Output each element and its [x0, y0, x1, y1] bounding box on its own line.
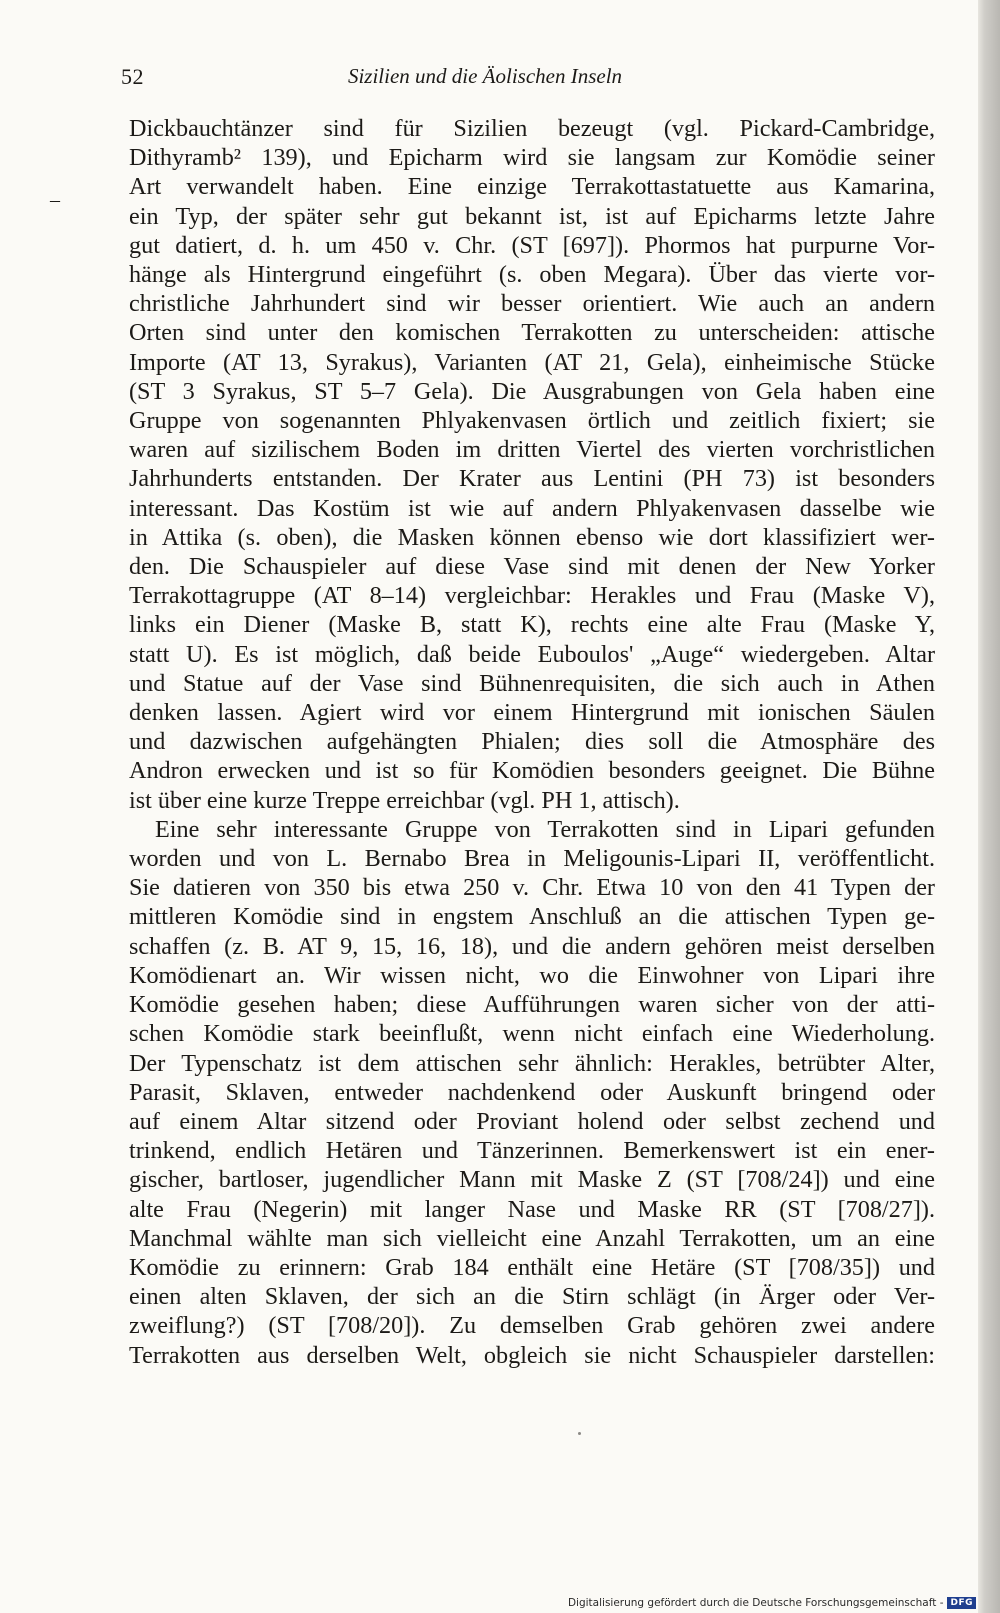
text-line: Terrakotten aus derselben Welt, obgleich sie nicht Schauspieler darstellen: [129, 1341, 935, 1369]
text-line: links ein Diener (Maske B, statt K), rechts eine alte Frau (Maske Y, [129, 611, 935, 639]
digitization-credit: Digitalisierung gefördert durch die Deutsche Forschungsgemeinschaft - [567, 1597, 944, 1609]
text-line: gischer, bartloser, jugendlicher Mann mit Maske Z (ST [708/24]) und eine [129, 1166, 935, 1194]
text-line: Gruppe von sogenannten Phlyakenvasen örtlich und zeitlich fixiert; sie [129, 407, 935, 435]
text-line: statt U). Es ist möglich, daß beide Euboulos' „Auge“ wiedergeben. Altar [129, 640, 935, 668]
text-line: Dithyramb² 139), und Epicharm wird sie langsam zur Komödie seiner [129, 144, 935, 172]
text-line: schen Komödie stark beeinflußt, wenn nicht einfach eine Wiederholung. [129, 1020, 935, 1048]
text-line: Orten sind unter den komischen Terrakotten zu unterscheiden: attische [129, 319, 935, 347]
text-line: den. Die Schauspieler auf diese Vase sind mit denen der New Yorker [129, 553, 935, 581]
text-line: ist über eine kurze Treppe erreichbar (vgl. PH 1, attisch). [129, 786, 680, 814]
text-line: Parasit, Sklaven, entweder nachdenkend oder Auskunft bringend oder [129, 1078, 935, 1106]
body-text [129, 114, 935, 1370]
text-line: Manchmal wählte man sich vielleicht eine Anzahl Terrakotten, um an eine [129, 1224, 935, 1252]
speck [578, 1432, 581, 1435]
text-line: waren auf sizilischem Boden im dritten Viertel des vierten vorchristlichen [129, 436, 935, 464]
text-line: und Statue auf der Vase sind Bühnenrequisiten, die sich auch in Athen [129, 669, 935, 697]
text-line: (ST 3 Syrakus, ST 5–7 Gela). Die Ausgrabungen von Gela haben eine [129, 377, 935, 405]
text-line: interessant. Das Kostüm ist wie auf andern Phlyakenvasen dasselbe wie [129, 494, 935, 522]
text-line: gut datiert, d. h. um 450 v. Chr. (ST [697]). Phormos hat purpurne Vor- [129, 231, 935, 259]
margin-mark: – [50, 189, 60, 211]
text-line: Importe (AT 13, Syrakus), Varianten (AT 21, Gela), einheimische Stücke [129, 348, 935, 376]
text-line: ein Typ, der später sehr gut bekannt ist, ist auf Epicharms letzte Jahre [129, 202, 935, 230]
text-line: Sie datieren von 350 bis etwa 250 v. Chr. Etwa 10 von den 41 Typen der [129, 874, 935, 902]
dfg-logo: DFG [947, 1597, 976, 1609]
footer [568, 1597, 976, 1609]
page-edge-shadow [978, 0, 1000, 1613]
text-line: in Attika (s. oben), die Masken können ebenso wie dort klassifiziert wer- [129, 523, 935, 551]
text-line: alte Frau (Negerin) mit langer Nase und Maske RR (ST [708/27]). [129, 1195, 935, 1223]
text-line: auf einem Altar sitzend oder Proviant holend oder selbst zechend und [129, 1107, 935, 1135]
page-number: 52 [121, 64, 144, 89]
text-line: Komödie zu erinnern: Grab 184 enthält eine Hetäre (ST [708/35]) und [129, 1253, 935, 1281]
text-line: einen alten Sklaven, der sich an die Stirn schlägt (in Ärger oder Ver- [129, 1283, 935, 1311]
text-line: Komödie gesehen haben; diese Aufführungen waren sicher von der atti- [129, 991, 935, 1019]
text-line: Jahrhunderts entstanden. Der Krater aus Lentini (PH 73) ist besonders [129, 465, 935, 493]
text-line: Dickbauchtänzer sind für Sizilien bezeugt (vgl. Pickard-Cambridge, [129, 115, 935, 142]
text-line: christliche Jahrhundert sind wir besser orientiert. Wie auch an andern [129, 290, 935, 318]
text-line: Eine sehr interessante Gruppe von Terrakotten sind in Lipari gefunden [155, 815, 935, 843]
text-line: worden und von L. Bernabo Brea in Meligounis-Lipari II, veröffentlicht. [129, 845, 935, 873]
text-line: schaffen (z. B. AT 9, 15, 16, 18), und die andern gehören meist derselben [129, 932, 935, 960]
text-line: und dazwischen aufgehängten Phialen; dies soll die Atmosphäre des [129, 728, 935, 756]
text-line: Art verwandelt haben. Eine einzige Terrakottastatuette aus Kamarina, [129, 173, 935, 201]
text-line: Komödienart an. Wir wissen nicht, wo die Einwohner von Lipari ihre [129, 961, 935, 989]
text-line: Andron erwecken und ist so für Komödien besonders geeignet. Die Bühne [129, 757, 935, 785]
text-line: hänge als Hintergrund eingeführt (s. oben Megara). Über das vierte vor- [129, 261, 935, 289]
text-line: Terrakottagruppe (AT 8–14) vergleichbar: Herakles und Frau (Maske V), [129, 582, 935, 610]
text-line: zweiflung?) (ST [708/20]). Zu demselben Grab gehören zwei andere [129, 1312, 935, 1340]
text-line: mittleren Komödie sind in engstem Anschluß an die attischen Typen ge- [129, 903, 935, 931]
text-line: trinkend, endlich Hetären und Tänzerinnen. Bemerkenswert ist ein ener- [129, 1137, 935, 1165]
text-line: Der Typenschatz ist dem attischen sehr ähnlich: Herakles, betrübter Alter, [129, 1049, 935, 1077]
text-line: denken lassen. Agiert wird vor einem Hintergrund mit ionischen Säulen [129, 699, 935, 727]
running-title: Sizilien und die Äolischen Inseln [347, 64, 623, 88]
